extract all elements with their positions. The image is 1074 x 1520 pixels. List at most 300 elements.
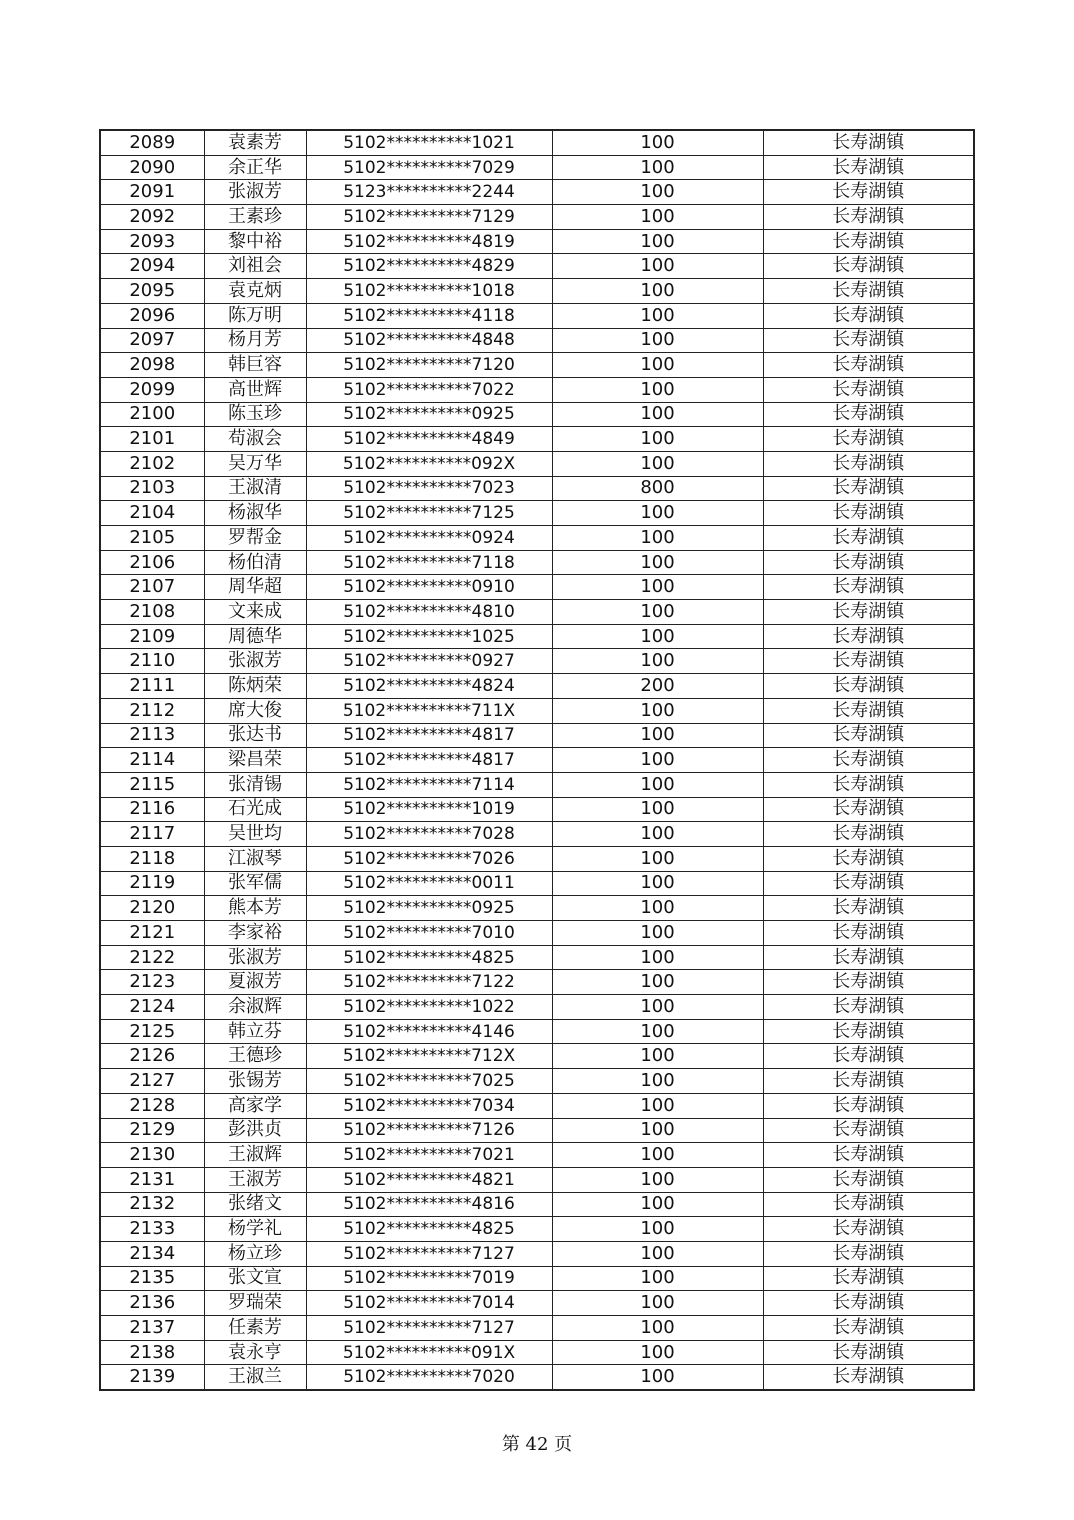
id-number-cell: 5102**********4849: [306, 427, 552, 452]
table-row: [100, 1093, 974, 1118]
amount-cell: 100: [552, 1118, 763, 1143]
amount-cell: 100: [552, 600, 763, 625]
roster-table-body: [100, 130, 974, 1390]
amount-cell: 100: [552, 1019, 763, 1044]
amount-cell: 100: [552, 353, 763, 378]
serial-number-cell: 2114: [100, 748, 204, 773]
table-row: [100, 1291, 974, 1316]
table-row: [100, 402, 974, 427]
serial-number-cell: 2102: [100, 451, 204, 476]
serial-number-cell: 2116: [100, 797, 204, 822]
serial-number-cell: 2111: [100, 674, 204, 699]
table-row: [100, 353, 974, 378]
serial-number-cell: 2105: [100, 526, 204, 551]
serial-number-cell: 2110: [100, 649, 204, 674]
amount-cell: 100: [552, 1291, 763, 1316]
amount-cell: 100: [552, 1143, 763, 1168]
name-cell: 张军儒: [204, 871, 306, 896]
town-cell: 长寿湖镇: [763, 279, 974, 304]
name-cell: 张淑芳: [204, 945, 306, 970]
id-number-cell: 5102**********7023: [306, 476, 552, 501]
amount-cell: 100: [552, 772, 763, 797]
table-row: [100, 501, 974, 526]
table-row: [100, 945, 974, 970]
serial-number-cell: 2097: [100, 328, 204, 353]
town-cell: 长寿湖镇: [763, 377, 974, 402]
serial-number-cell: 2135: [100, 1266, 204, 1291]
town-cell: 长寿湖镇: [763, 1167, 974, 1192]
id-number-cell: 5102**********1025: [306, 624, 552, 649]
name-cell: 余正华: [204, 155, 306, 180]
name-cell: 吴万华: [204, 451, 306, 476]
id-number-cell: 5123**********2244: [306, 180, 552, 205]
name-cell: 王淑兰: [204, 1365, 306, 1390]
serial-number-cell: 2118: [100, 846, 204, 871]
table-row: [100, 698, 974, 723]
town-cell: 长寿湖镇: [763, 1316, 974, 1341]
id-number-cell: 5102**********7029: [306, 155, 552, 180]
amount-cell: 100: [552, 797, 763, 822]
name-cell: 张锡芳: [204, 1069, 306, 1094]
serial-number-cell: 2137: [100, 1316, 204, 1341]
name-cell: 李家裕: [204, 921, 306, 946]
name-cell: 王淑芳: [204, 1167, 306, 1192]
town-cell: 长寿湖镇: [763, 1266, 974, 1291]
serial-number-cell: 2107: [100, 575, 204, 600]
amount-cell: 100: [552, 1192, 763, 1217]
id-number-cell: 5102**********4816: [306, 1192, 552, 1217]
name-cell: 任素芳: [204, 1316, 306, 1341]
table-row: [100, 476, 974, 501]
id-number-cell: 5102**********092X: [306, 451, 552, 476]
id-number-cell: 5102**********7129: [306, 205, 552, 230]
id-number-cell: 5102**********7021: [306, 1143, 552, 1168]
table-row: [100, 1192, 974, 1217]
table-row: [100, 205, 974, 230]
id-number-cell: 5102**********4825: [306, 1217, 552, 1242]
town-cell: 长寿湖镇: [763, 822, 974, 847]
id-number-cell: 5102**********4825: [306, 945, 552, 970]
table-row: [100, 550, 974, 575]
amount-cell: 100: [552, 1167, 763, 1192]
amount-cell: 100: [552, 1044, 763, 1069]
id-number-cell: 5102**********4821: [306, 1167, 552, 1192]
name-cell: 黎中裕: [204, 229, 306, 254]
name-cell: 陈炳荣: [204, 674, 306, 699]
name-cell: 彭洪贞: [204, 1118, 306, 1143]
town-cell: 长寿湖镇: [763, 1291, 974, 1316]
town-cell: 长寿湖镇: [763, 575, 974, 600]
amount-cell: 100: [552, 155, 763, 180]
name-cell: 杨立珍: [204, 1241, 306, 1266]
town-cell: 长寿湖镇: [763, 1069, 974, 1094]
table-row: [100, 1118, 974, 1143]
name-cell: 杨淑华: [204, 501, 306, 526]
serial-number-cell: 2119: [100, 871, 204, 896]
serial-number-cell: 2099: [100, 377, 204, 402]
id-number-cell: 5102**********712X: [306, 1044, 552, 1069]
table-row: [100, 1340, 974, 1365]
town-cell: 长寿湖镇: [763, 970, 974, 995]
serial-number-cell: 2101: [100, 427, 204, 452]
amount-cell: 100: [552, 501, 763, 526]
town-cell: 长寿湖镇: [763, 1365, 974, 1390]
table-row: [100, 254, 974, 279]
amount-cell: 100: [552, 846, 763, 871]
serial-number-cell: 2109: [100, 624, 204, 649]
id-number-cell: 5102**********7022: [306, 377, 552, 402]
amount-cell: 100: [552, 303, 763, 328]
town-cell: 长寿湖镇: [763, 624, 974, 649]
amount-cell: 100: [552, 748, 763, 773]
serial-number-cell: 2133: [100, 1217, 204, 1242]
serial-number-cell: 2128: [100, 1093, 204, 1118]
town-cell: 长寿湖镇: [763, 229, 974, 254]
town-cell: 长寿湖镇: [763, 1019, 974, 1044]
table-row: [100, 155, 974, 180]
town-cell: 长寿湖镇: [763, 1118, 974, 1143]
name-cell: 吴世均: [204, 822, 306, 847]
serial-number-cell: 2124: [100, 995, 204, 1020]
serial-number-cell: 2136: [100, 1291, 204, 1316]
amount-cell: 100: [552, 279, 763, 304]
serial-number-cell: 2115: [100, 772, 204, 797]
table-row: [100, 624, 974, 649]
amount-cell: 100: [552, 822, 763, 847]
name-cell: 杨学礼: [204, 1217, 306, 1242]
id-number-cell: 5102**********7126: [306, 1118, 552, 1143]
serial-number-cell: 2125: [100, 1019, 204, 1044]
id-number-cell: 5102**********1019: [306, 797, 552, 822]
town-cell: 长寿湖镇: [763, 205, 974, 230]
name-cell: 高家学: [204, 1093, 306, 1118]
town-cell: 长寿湖镇: [763, 1143, 974, 1168]
table-row: [100, 328, 974, 353]
table-row: [100, 180, 974, 205]
name-cell: 王素珍: [204, 205, 306, 230]
table-row: [100, 649, 974, 674]
town-cell: 长寿湖镇: [763, 402, 974, 427]
serial-number-cell: 2117: [100, 822, 204, 847]
town-cell: 长寿湖镇: [763, 896, 974, 921]
table-row: [100, 1217, 974, 1242]
town-cell: 长寿湖镇: [763, 1044, 974, 1069]
name-cell: 杨伯清: [204, 550, 306, 575]
serial-number-cell: 2098: [100, 353, 204, 378]
id-number-cell: 5102**********091X: [306, 1340, 552, 1365]
amount-cell: 100: [552, 1316, 763, 1341]
serial-number-cell: 2103: [100, 476, 204, 501]
id-number-cell: 5102**********7114: [306, 772, 552, 797]
serial-number-cell: 2123: [100, 970, 204, 995]
table-row: [100, 921, 974, 946]
name-cell: 罗帮金: [204, 526, 306, 551]
serial-number-cell: 2091: [100, 180, 204, 205]
town-cell: 长寿湖镇: [763, 674, 974, 699]
table-row: [100, 970, 974, 995]
serial-number-cell: 2093: [100, 229, 204, 254]
amount-cell: 100: [552, 427, 763, 452]
amount-cell: 100: [552, 624, 763, 649]
town-cell: 长寿湖镇: [763, 550, 974, 575]
amount-cell: 100: [552, 921, 763, 946]
name-cell: 王淑辉: [204, 1143, 306, 1168]
id-number-cell: 5102**********4817: [306, 723, 552, 748]
town-cell: 长寿湖镇: [763, 748, 974, 773]
amount-cell: 100: [552, 451, 763, 476]
town-cell: 长寿湖镇: [763, 328, 974, 353]
name-cell: 杨月芳: [204, 328, 306, 353]
town-cell: 长寿湖镇: [763, 476, 974, 501]
serial-number-cell: 2132: [100, 1192, 204, 1217]
id-number-cell: 5102**********7026: [306, 846, 552, 871]
id-number-cell: 5102**********0924: [306, 526, 552, 551]
serial-number-cell: 2108: [100, 600, 204, 625]
amount-cell: 100: [552, 205, 763, 230]
amount-cell: 100: [552, 698, 763, 723]
serial-number-cell: 2094: [100, 254, 204, 279]
name-cell: 王淑清: [204, 476, 306, 501]
table-row: [100, 303, 974, 328]
table-row: [100, 846, 974, 871]
serial-number-cell: 2130: [100, 1143, 204, 1168]
amount-cell: 100: [552, 649, 763, 674]
town-cell: 长寿湖镇: [763, 1093, 974, 1118]
table-row: [100, 674, 974, 699]
table-row: [100, 871, 974, 896]
serial-number-cell: 2129: [100, 1118, 204, 1143]
id-number-cell: 5102**********7014: [306, 1291, 552, 1316]
serial-number-cell: 2090: [100, 155, 204, 180]
town-cell: 长寿湖镇: [763, 698, 974, 723]
town-cell: 长寿湖镇: [763, 723, 974, 748]
id-number-cell: 5102**********7019: [306, 1266, 552, 1291]
amount-cell: 100: [552, 896, 763, 921]
serial-number-cell: 2120: [100, 896, 204, 921]
amount-cell: 100: [552, 995, 763, 1020]
name-cell: 袁克炳: [204, 279, 306, 304]
town-cell: 长寿湖镇: [763, 600, 974, 625]
id-number-cell: 5102**********4848: [306, 328, 552, 353]
name-cell: 文来成: [204, 600, 306, 625]
serial-number-cell: 2139: [100, 1365, 204, 1390]
town-cell: 长寿湖镇: [763, 155, 974, 180]
name-cell: 张清锡: [204, 772, 306, 797]
id-number-cell: 5102**********7122: [306, 970, 552, 995]
serial-number-cell: 2100: [100, 402, 204, 427]
name-cell: 袁素芳: [204, 130, 306, 155]
town-cell: 长寿湖镇: [763, 180, 974, 205]
amount-cell: 100: [552, 254, 763, 279]
name-cell: 张淑芳: [204, 180, 306, 205]
table-row: [100, 526, 974, 551]
table-row: [100, 229, 974, 254]
amount-cell: 100: [552, 1069, 763, 1094]
id-number-cell: 5102**********0910: [306, 575, 552, 600]
id-number-cell: 5102**********711X: [306, 698, 552, 723]
name-cell: 王德珍: [204, 1044, 306, 1069]
id-number-cell: 5102**********7127: [306, 1316, 552, 1341]
serial-number-cell: 2138: [100, 1340, 204, 1365]
town-cell: 长寿湖镇: [763, 1241, 974, 1266]
serial-number-cell: 2092: [100, 205, 204, 230]
amount-cell: 100: [552, 1340, 763, 1365]
table-row: [100, 575, 974, 600]
amount-cell: 100: [552, 871, 763, 896]
name-cell: 罗瑞荣: [204, 1291, 306, 1316]
town-cell: 长寿湖镇: [763, 526, 974, 551]
name-cell: 席大俊: [204, 698, 306, 723]
name-cell: 熊本芳: [204, 896, 306, 921]
name-cell: 周华超: [204, 575, 306, 600]
name-cell: 张绪文: [204, 1192, 306, 1217]
town-cell: 长寿湖镇: [763, 871, 974, 896]
town-cell: 长寿湖镇: [763, 254, 974, 279]
name-cell: 袁永亨: [204, 1340, 306, 1365]
amount-cell: 100: [552, 723, 763, 748]
serial-number-cell: 2089: [100, 130, 204, 155]
id-number-cell: 5102**********7025: [306, 1069, 552, 1094]
table-row: [100, 377, 974, 402]
town-cell: 长寿湖镇: [763, 921, 974, 946]
amount-cell: 100: [552, 526, 763, 551]
name-cell: 韩立芬: [204, 1019, 306, 1044]
town-cell: 长寿湖镇: [763, 772, 974, 797]
name-cell: 石光成: [204, 797, 306, 822]
table-row: [100, 723, 974, 748]
amount-cell: 100: [552, 377, 763, 402]
amount-cell: 800: [552, 476, 763, 501]
serial-number-cell: 2096: [100, 303, 204, 328]
id-number-cell: 5102**********7125: [306, 501, 552, 526]
id-number-cell: 5102**********4819: [306, 229, 552, 254]
amount-cell: 200: [552, 674, 763, 699]
serial-number-cell: 2095: [100, 279, 204, 304]
town-cell: 长寿湖镇: [763, 501, 974, 526]
serial-number-cell: 2131: [100, 1167, 204, 1192]
table-row: [100, 995, 974, 1020]
amount-cell: 100: [552, 1093, 763, 1118]
roster-table: [99, 129, 975, 1391]
name-cell: 刘祖会: [204, 254, 306, 279]
table-row: [100, 1143, 974, 1168]
table-row: [100, 1044, 974, 1069]
town-cell: 长寿湖镇: [763, 353, 974, 378]
page-number: 第 42 页: [501, 1434, 573, 1455]
amount-cell: 100: [552, 1217, 763, 1242]
id-number-cell: 5102**********4824: [306, 674, 552, 699]
id-number-cell: 5102**********4829: [306, 254, 552, 279]
name-cell: 陈玉珍: [204, 402, 306, 427]
serial-number-cell: 2104: [100, 501, 204, 526]
id-number-cell: 5102**********7120: [306, 353, 552, 378]
id-number-cell: 5102**********4817: [306, 748, 552, 773]
amount-cell: 100: [552, 229, 763, 254]
table-row: [100, 1266, 974, 1291]
amount-cell: 100: [552, 328, 763, 353]
table-row: [100, 1019, 974, 1044]
table-row: [100, 772, 974, 797]
table-row: [100, 1069, 974, 1094]
amount-cell: 100: [552, 945, 763, 970]
serial-number-cell: 2127: [100, 1069, 204, 1094]
name-cell: 余淑辉: [204, 995, 306, 1020]
serial-number-cell: 2112: [100, 698, 204, 723]
serial-number-cell: 2121: [100, 921, 204, 946]
name-cell: 夏淑芳: [204, 970, 306, 995]
id-number-cell: 5102**********4118: [306, 303, 552, 328]
amount-cell: 100: [552, 130, 763, 155]
amount-cell: 100: [552, 970, 763, 995]
id-number-cell: 5102**********7127: [306, 1241, 552, 1266]
town-cell: 长寿湖镇: [763, 130, 974, 155]
name-cell: 苟淑会: [204, 427, 306, 452]
name-cell: 韩巨容: [204, 353, 306, 378]
id-number-cell: 5102**********7010: [306, 921, 552, 946]
town-cell: 长寿湖镇: [763, 846, 974, 871]
id-number-cell: 5102**********0011: [306, 871, 552, 896]
town-cell: 长寿湖镇: [763, 303, 974, 328]
serial-number-cell: 2126: [100, 1044, 204, 1069]
name-cell: 高世辉: [204, 377, 306, 402]
id-number-cell: 5102**********1022: [306, 995, 552, 1020]
name-cell: 张淑芳: [204, 649, 306, 674]
table-row: [100, 427, 974, 452]
amount-cell: 100: [552, 402, 763, 427]
amount-cell: 100: [552, 1365, 763, 1390]
table-row: [100, 451, 974, 476]
amount-cell: 100: [552, 575, 763, 600]
table-row: [100, 1241, 974, 1266]
table-row: [100, 748, 974, 773]
name-cell: 张文宣: [204, 1266, 306, 1291]
town-cell: 长寿湖镇: [763, 1340, 974, 1365]
amount-cell: 100: [552, 180, 763, 205]
serial-number-cell: 2134: [100, 1241, 204, 1266]
name-cell: 梁昌荣: [204, 748, 306, 773]
table-row: [100, 896, 974, 921]
serial-number-cell: 2122: [100, 945, 204, 970]
town-cell: 长寿湖镇: [763, 427, 974, 452]
town-cell: 长寿湖镇: [763, 945, 974, 970]
amount-cell: 100: [552, 1266, 763, 1291]
name-cell: 江淑琴: [204, 846, 306, 871]
id-number-cell: 5102**********4810: [306, 600, 552, 625]
town-cell: 长寿湖镇: [763, 649, 974, 674]
id-number-cell: 5102**********1021: [306, 130, 552, 155]
town-cell: 长寿湖镇: [763, 995, 974, 1020]
id-number-cell: 5102**********0925: [306, 402, 552, 427]
id-number-cell: 5102**********7034: [306, 1093, 552, 1118]
id-number-cell: 5102**********0927: [306, 649, 552, 674]
town-cell: 长寿湖镇: [763, 1217, 974, 1242]
table-row: [100, 600, 974, 625]
name-cell: 张达书: [204, 723, 306, 748]
name-cell: 周德华: [204, 624, 306, 649]
town-cell: 长寿湖镇: [763, 797, 974, 822]
serial-number-cell: 2113: [100, 723, 204, 748]
table-row: [100, 797, 974, 822]
id-number-cell: 5102**********7020: [306, 1365, 552, 1390]
town-cell: 长寿湖镇: [763, 1192, 974, 1217]
town-cell: 长寿湖镇: [763, 451, 974, 476]
amount-cell: 100: [552, 1241, 763, 1266]
id-number-cell: 5102**********1018: [306, 279, 552, 304]
table-row: [100, 1316, 974, 1341]
id-number-cell: 5102**********7118: [306, 550, 552, 575]
table-row: [100, 1167, 974, 1192]
amount-cell: 100: [552, 550, 763, 575]
